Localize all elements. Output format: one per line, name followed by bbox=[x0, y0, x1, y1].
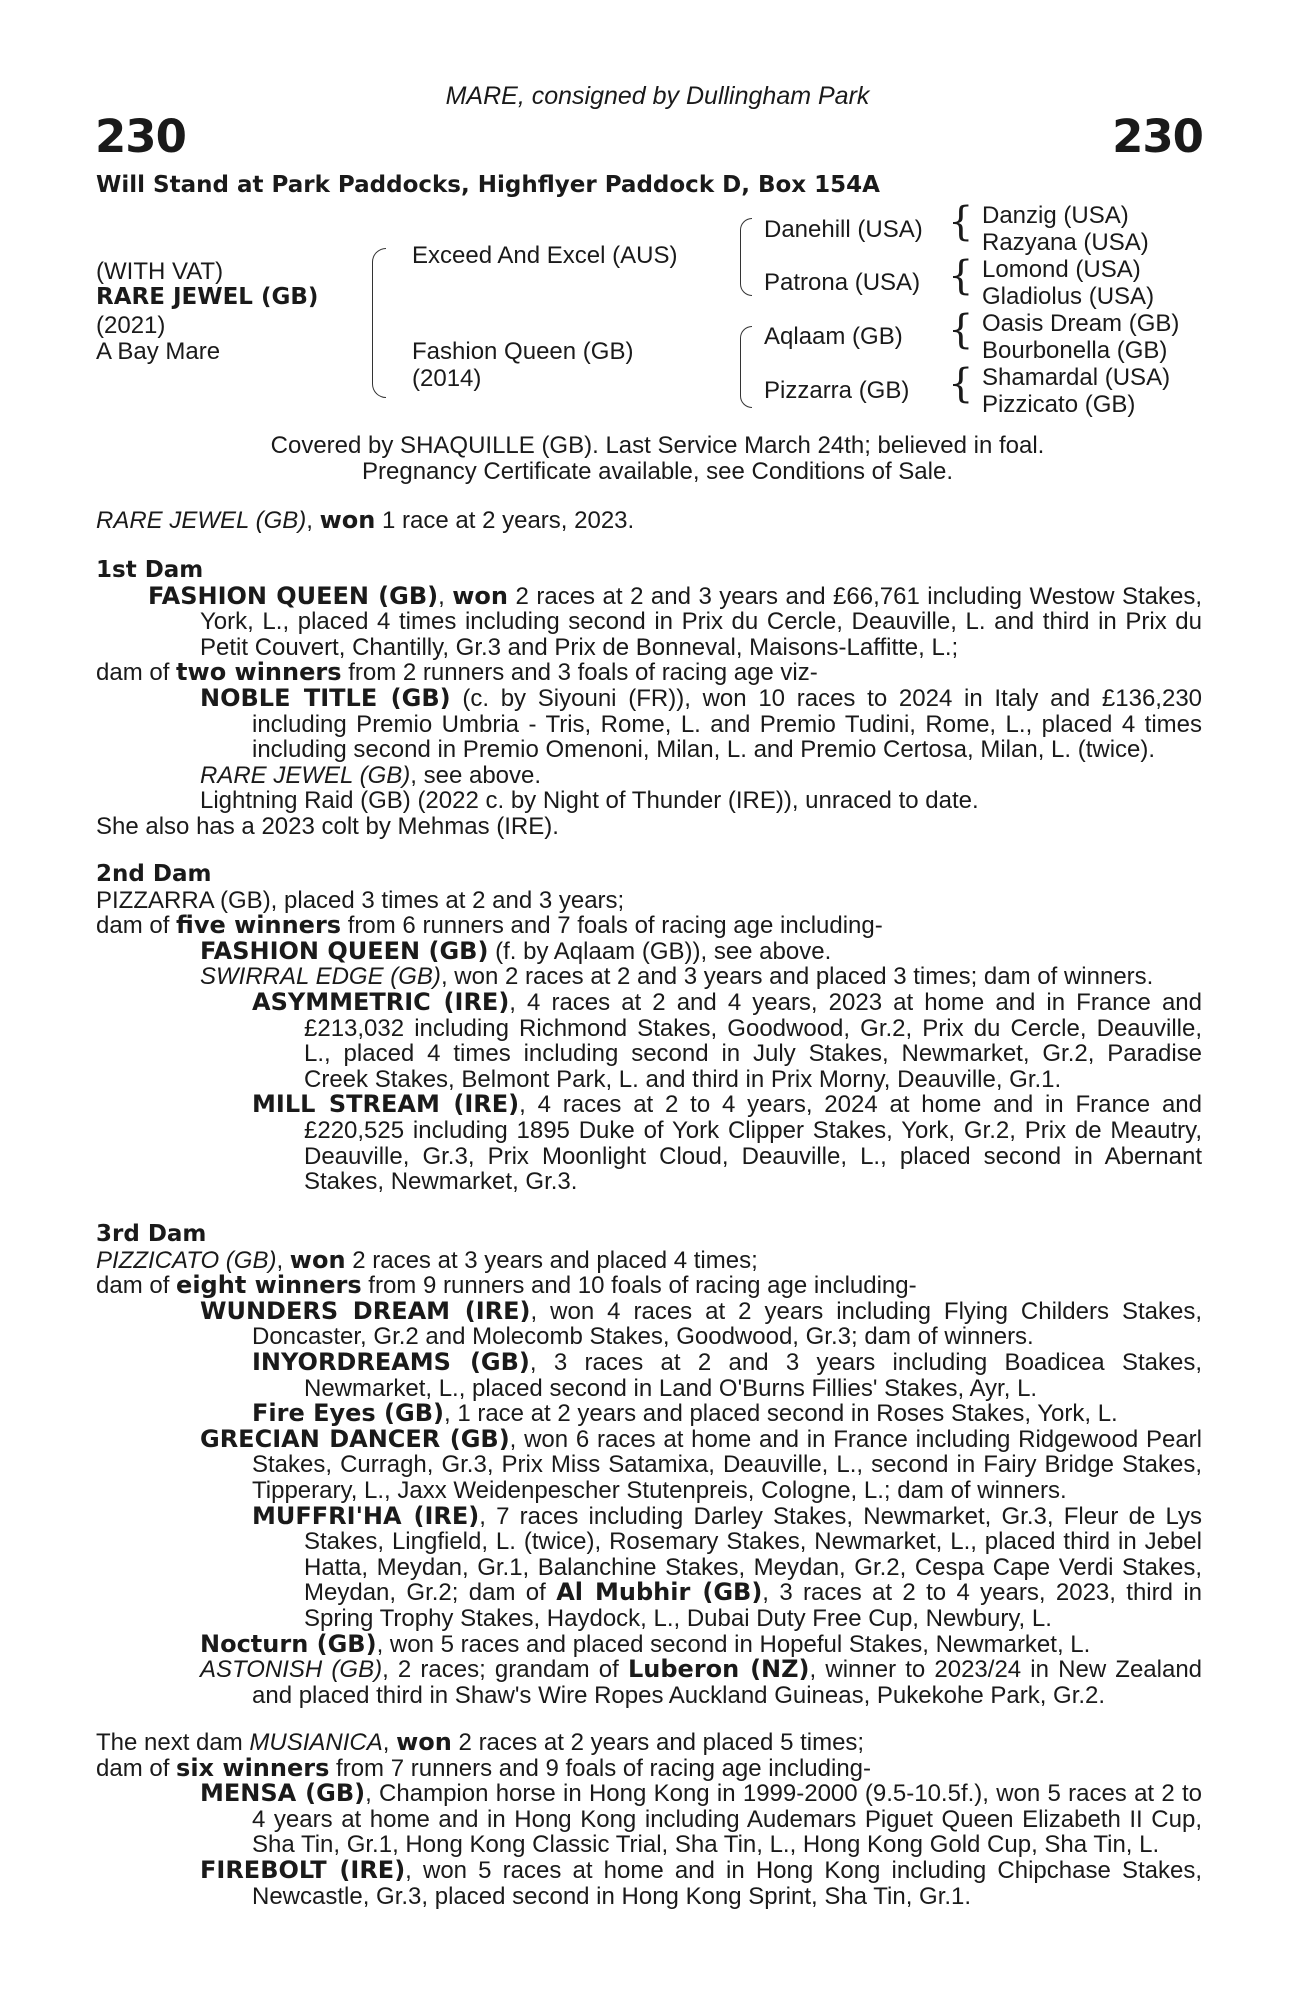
fashion-queen-entry bbox=[200, 936, 1202, 965]
brace-main bbox=[372, 248, 386, 398]
next-dam-intro: The next dam MUSIANICA, won 2 races at 2 years and placed 5 times; bbox=[96, 1728, 865, 1756]
mill-stream-entry bbox=[252, 1092, 1202, 1194]
third-dam-section bbox=[96, 1222, 1202, 1708]
fire-eyes-entry bbox=[252, 1401, 1202, 1427]
granddam-2: Pizzarra (GB) bbox=[764, 377, 910, 404]
third-dam-produce bbox=[96, 1273, 1202, 1299]
swirral-edge-text: , won 2 races at 2 and 3 years and placed 3 times; dam of winners. bbox=[440, 963, 1154, 991]
nocturn-text: , won 5 races and placed second in Hopeful Stakes, Newmarket, L. bbox=[376, 1630, 1091, 1658]
granddam-1: Patrona (USA) bbox=[764, 269, 921, 296]
covering-line-2: Pregnancy Certificate available, see Conditions of Sale. bbox=[362, 458, 953, 485]
ancestor-5: Oasis Dream (GB) bbox=[982, 310, 1180, 337]
third-dam-runners: from 9 runners and 10 foals of racing age including- bbox=[368, 1272, 917, 1300]
dam-of-label: dam of bbox=[96, 912, 170, 940]
muffriha-name: MUFFRI'HA (IRE) bbox=[252, 1501, 480, 1530]
horse-name: RARE JEWEL (GB) bbox=[96, 284, 319, 310]
muffriha-text-a: , 7 races including Darley Stakes, Newmarket, Gr.3, Fleur de Lys Stakes, Lingfield, L. (twice), Rosemary Stakes, Newmarket, L., placed third in Jebel Hatta, Meydan, Gr.1, Balanchine Stakes, Meydan, Gr.2, Cespa Cape Verdi Stakes, Meydan, Gr.2; dam of bbox=[304, 1502, 1202, 1607]
second-dam-intro: PIZZARRA (GB), placed 3 times at 2 and 3 years; bbox=[96, 886, 625, 914]
ancestor-6: Bourbonella (GB) bbox=[982, 337, 1168, 364]
third-dam-heading: 3rd Dam bbox=[96, 1221, 207, 1247]
ancestor-3: Lomond (USA) bbox=[982, 256, 1141, 283]
third-dam-won: won bbox=[289, 1245, 346, 1274]
third-dam-intro: PIZZICATO (GB), won 2 races at 3 years and placed 4 times; bbox=[96, 1245, 758, 1274]
muffriha-text-b: , 3 races at 2 to 4 years, 2023, third in Spring Trophy Stakes, Haydock, L., Dubai Duty Free Cup, Newbury, L. bbox=[304, 1579, 1203, 1632]
mensa-text: , Champion horse in Hong Kong in 1999-2000 (9.5-10.5f.), won 5 races at 2 to 4 years at home and in Hong Kong including Audemars Piguet Queen Elizabeth II Cup, Sha Tin, Gr.1, Hong Kong Classic Trial, Sha Tin, L., Hong Kong Gold Cup, Sha Tin, L. bbox=[252, 1780, 1202, 1859]
al-mubhir-name: Al Mubhir (GB) bbox=[556, 1578, 763, 1607]
swirral-edge-name: SWIRRAL EDGE (GB) bbox=[200, 963, 441, 991]
first-dam-name: FASHION QUEEN (GB) bbox=[148, 581, 439, 610]
grecian-dancer-text: , won 6 races at home and in France including Ridgewood Pearl Stakes, Curragh, Gr.3, Prix Miss Satamixa, Deauville, L., second in Fairy Bridge Stakes, Tipperary, L., Jaxx Weidenpescher Stutenpreis, Cologne, L.; dam of winners. bbox=[252, 1425, 1203, 1504]
asymmetric-entry bbox=[252, 987, 1202, 1093]
sire-name: Exceed And Excel (AUS) bbox=[412, 242, 678, 269]
ancestor-8: Pizzicato (GB) bbox=[982, 391, 1136, 418]
second-dam-runners: from 6 runners and 7 foals of racing age including- bbox=[347, 912, 883, 940]
ancestor-4: Gladiolus (USA) bbox=[982, 283, 1155, 310]
fashion-queen-text: (f. by Aqlaam (GB)), see above. bbox=[495, 937, 832, 965]
next-dam-text: 2 races at 2 years and placed 5 times; bbox=[458, 1729, 865, 1756]
first-dam-won: won bbox=[452, 581, 508, 610]
mill-stream-name: MILL STREAM (IRE) bbox=[252, 1090, 520, 1119]
astonish-entry bbox=[200, 1657, 1202, 1708]
first-dam-text: 2 races at 2 and 3 years and £66,761 including Westow Stakes, York, L., placed 4 times including second in Prix du Cercle, Deauville, L. and third in Prix du Petit Couvert, Chantilly, Gr.3 and Prix de Bonneval, Maisons-Laffitte, L.; bbox=[200, 582, 1202, 661]
noble-title-name: NOBLE TITLE (GB) bbox=[200, 683, 451, 712]
wunders-dream-name: WUNDERS DREAM (IRE) bbox=[200, 1296, 531, 1325]
vat-label: (WITH VAT) bbox=[96, 258, 224, 285]
third-dam-winners: eight winners bbox=[176, 1271, 362, 1300]
brace-small-1: { bbox=[948, 199, 974, 245]
dam-of-label: dam of bbox=[96, 1754, 170, 1782]
brace-small-3: { bbox=[948, 307, 974, 353]
noble-title-entry bbox=[200, 683, 1203, 764]
grecian-dancer-name: GRECIAN DANCER (GB) bbox=[200, 1424, 510, 1453]
lightning-raid-entry: Lightning Raid (GB) (2022 c. by Night of Thunder (IRE)), unraced to date. bbox=[200, 787, 979, 815]
nocturn-entry bbox=[200, 1629, 1202, 1658]
firebolt-text: , won 5 races at home and in Hong Kong including Chipchase Stakes, Newcastle, Gr.3, placed second in Hong Kong Sprint, Sha Tin, Gr.1. bbox=[252, 1856, 1203, 1910]
intro-won: won bbox=[319, 506, 376, 534]
rare-jewel-entry bbox=[200, 763, 1202, 789]
ancestor-1: Danzig (USA) bbox=[982, 202, 1129, 229]
ancestor-7: Shamardal (USA) bbox=[982, 364, 1171, 391]
astonish-text-a: , 2 races; grandam of bbox=[382, 1656, 619, 1684]
swirral-edge-entry bbox=[200, 964, 1202, 990]
mill-stream-text: , 4 races at 2 to 4 years, 2024 at home and in France and £220,525 including 1895 Duke of York Clipper Stakes, York, Gr.2, Prix de Meautry, Deauville, Gr.3, Prix Moonlight Cloud, Deauville, L., placed second in Abernant Stakes, Newmarket, Gr.3. bbox=[304, 1091, 1202, 1196]
second-dam-section bbox=[96, 862, 1202, 1195]
colt-note: She also has a 2023 colt by Mehmas (IRE). bbox=[96, 812, 559, 840]
grecian-dancer-entry bbox=[200, 1424, 1203, 1504]
fire-eyes-text: , 1 race at 2 years and placed second in Roses Stakes, York, L. bbox=[443, 1400, 1118, 1428]
second-dam-heading: 2nd Dam bbox=[96, 861, 212, 887]
astonish-text-b: , winner to 2023/24 in New Zealand and placed third in Shaw's Wire Ropes Auckland Guineas, Pukekohe Park, Gr.2. bbox=[252, 1656, 1203, 1709]
inyordreams-name: INYORDREAMS (GB) bbox=[252, 1347, 530, 1376]
ancestor-2: Razyana (USA) bbox=[982, 229, 1149, 256]
stand-location: Will Stand at Park Paddocks, Highflyer Paddock D, Box 154A bbox=[96, 172, 880, 198]
rare-jewel-text: , see above. bbox=[410, 761, 542, 789]
fashion-queen-name: FASHION QUEEN (GB) bbox=[200, 936, 489, 965]
second-dam-produce bbox=[96, 913, 1202, 939]
first-dam-section bbox=[96, 558, 1202, 840]
inyordreams-text: , 3 races at 2 and 3 years including Boadicea Stakes, Newmarket, L., placed second in Land O'Burns Fillies' Stakes, Ayr, L. bbox=[304, 1348, 1202, 1402]
covering-info bbox=[0, 433, 1315, 485]
next-dam-won: won bbox=[396, 1728, 452, 1756]
next-dam-section bbox=[96, 1730, 1202, 1909]
lot-number-right: 230 bbox=[1112, 110, 1203, 163]
horse-description: A Bay Mare bbox=[96, 338, 221, 365]
dam-of-label: dam of bbox=[96, 1272, 170, 1300]
luberon-name: Luberon (NZ) bbox=[628, 1655, 810, 1684]
fire-eyes-name: Fire Eyes (GB) bbox=[252, 1399, 444, 1428]
first-dam-produce bbox=[96, 660, 1202, 686]
second-dam-winners: five winners bbox=[176, 911, 342, 940]
dam-year: (2014) bbox=[412, 365, 482, 392]
horse-year: (2021) bbox=[96, 312, 166, 339]
firebolt-entry bbox=[200, 1855, 1203, 1910]
wunders-dream-text: , won 4 races at 2 years including Flying Childers Stakes, Doncaster, Gr.2 and Molecomb Stakes, Goodwood, Gr.3; dam of winners. bbox=[252, 1297, 1202, 1351]
asymmetric-text: , 4 races at 2 and 4 years, 2023 at home and in France and £213,032 including Richmond Stakes, Goodwood, Gr.2, Prix du Cercle, Deauville, L., placed 4 times including second in July Stakes, Newmarket, Gr.2, Paradise Creek Stakes, Belmont Park, L. and third in Prix Morny, Deauville, Gr.1. bbox=[304, 988, 1202, 1093]
first-dam-runners: from 2 runners and 3 foals of racing age viz- bbox=[348, 659, 818, 687]
brace-sire bbox=[740, 218, 752, 296]
next-dam-runners: from 7 runners and 9 foals of racing age including- bbox=[336, 1754, 872, 1782]
brace-small-2: { bbox=[948, 253, 974, 299]
next-dam-name: MUSIANICA bbox=[249, 1729, 383, 1756]
lot-number-left: 230 bbox=[95, 110, 186, 163]
consignment-line: MARE, consigned by Dullingham Park bbox=[445, 82, 870, 110]
next-dam-produce bbox=[96, 1753, 1202, 1782]
inyordreams-entry bbox=[252, 1347, 1202, 1402]
noble-title-text: (c. by Siyouni (FR)), won 10 races to 2024 in Italy and £136,230 including Premio Umbria - Tris, Rome, L. and Premio Tudini, Rome, L., placed 4 times including second in Premio Omenoni, Milan, L. and Premio Certosa, Milan, L. (twice). bbox=[252, 684, 1203, 764]
intro-horse-name: RARE JEWEL (GB) bbox=[96, 507, 307, 534]
intro-line: RARE JEWEL (GB), won 1 race at 2 years, 2023. bbox=[96, 506, 635, 534]
third-dam-name: PIZZICATO (GB) bbox=[96, 1246, 277, 1274]
grandsire-1: Danehill (USA) bbox=[764, 216, 923, 243]
asymmetric-name: ASYMMETRIC (IRE) bbox=[252, 987, 510, 1016]
next-dam-winners: six winners bbox=[176, 1753, 330, 1782]
dam-name: Fashion Queen (GB) bbox=[412, 338, 634, 365]
astonish-name: ASTONISH (GB) bbox=[200, 1656, 383, 1684]
third-dam-text: 2 races at 3 years and placed 4 times; bbox=[352, 1246, 758, 1274]
dam-of-label: dam of bbox=[96, 659, 170, 687]
wunders-dream-entry bbox=[200, 1296, 1202, 1351]
intro-text: 1 race at 2 years, 2023. bbox=[382, 507, 635, 534]
mensa-name: MENSA (GB) bbox=[200, 1779, 366, 1808]
brace-dam bbox=[740, 326, 752, 408]
nocturn-name: Nocturn (GB) bbox=[200, 1629, 377, 1658]
mensa-entry bbox=[200, 1781, 1202, 1858]
first-dam-heading: 1st Dam bbox=[96, 557, 204, 583]
brace-small-4: { bbox=[948, 361, 974, 407]
covering-line-1: Covered by SHAQUILLE (GB). Last Service March 24th; believed in foal. bbox=[270, 432, 1045, 459]
muffriha-entry bbox=[252, 1501, 1203, 1632]
rare-jewel-name: RARE JEWEL (GB) bbox=[200, 761, 411, 789]
next-dam-pre: The next dam bbox=[96, 1729, 243, 1756]
grandsire-2: Aqlaam (GB) bbox=[764, 323, 903, 350]
firebolt-name: FIREBOLT (IRE) bbox=[200, 1855, 406, 1884]
first-dam-record: FASHION QUEEN (GB), won 2 races at 2 and 3 years and £66,761 including Westow Stakes, York, L., placed 4 times including second in Prix du Cercle, Deauville, L. and third in Prix du Petit Couvert, Chantilly, Gr.3 and Prix de Bonneval, Maisons-Laffitte, L.; bbox=[148, 581, 1202, 661]
first-dam-winners: two winners bbox=[176, 658, 342, 687]
